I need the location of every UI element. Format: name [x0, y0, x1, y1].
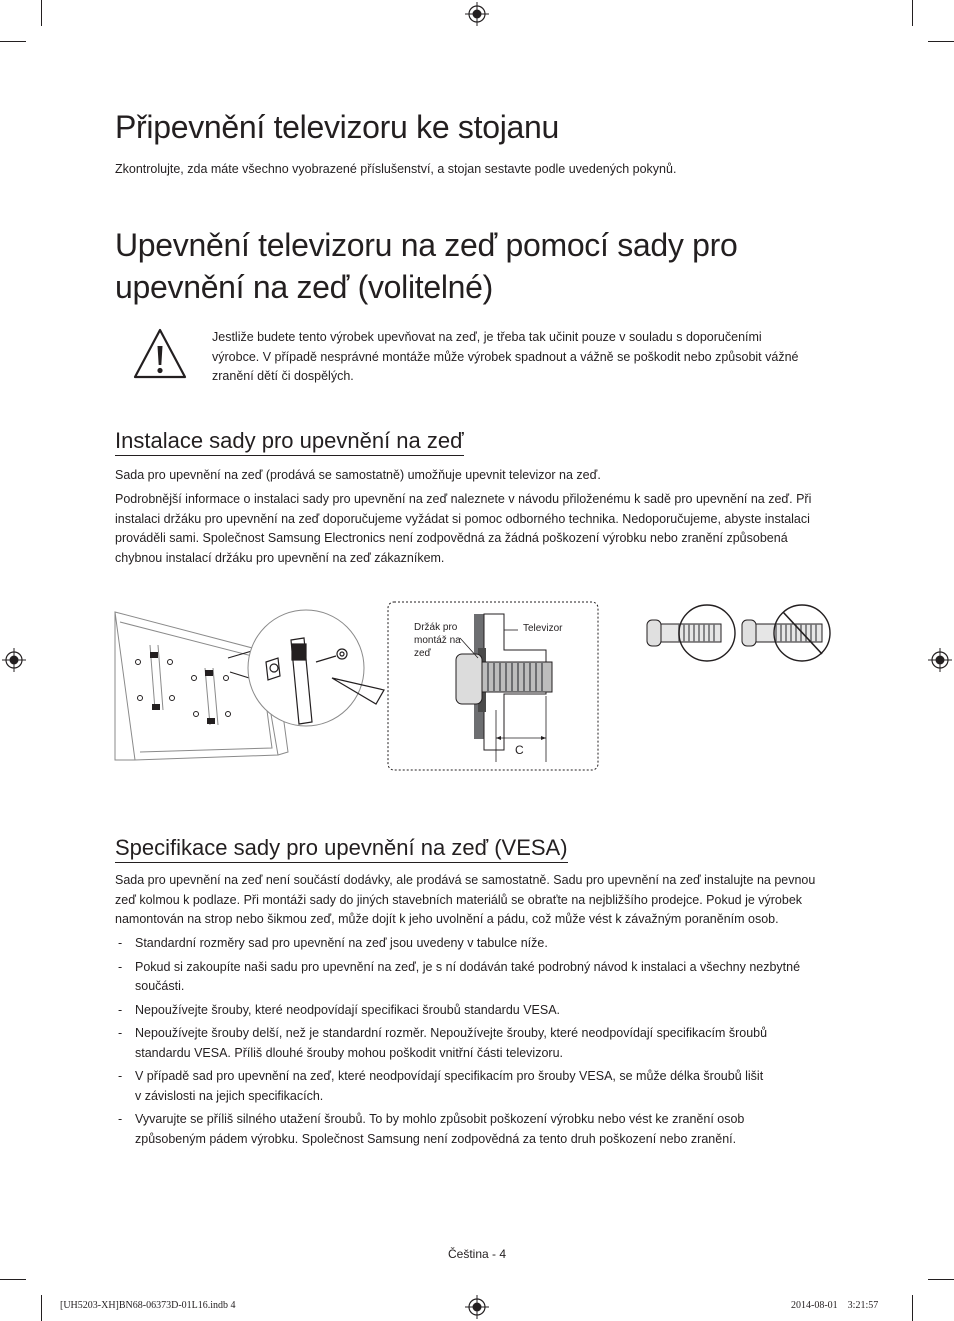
bracket-label-line: Držák pro — [414, 622, 458, 633]
print-slug-left: [UH5203-XH]BN68-06373D-01L16.indb 4 — [60, 1300, 236, 1311]
vesa-heading: Specifikace sady pro upevnění na zeď (VESA) — [115, 835, 568, 863]
bracket-zoom-illustration — [246, 600, 391, 750]
warning-text — [212, 328, 852, 387]
vesa-para-line: zeď kolmou k podlaze. Při montáži sady do jiných stavebních materiálů se obraťte na nejbližšího prodejce. Pokud je výrobek — [115, 892, 803, 907]
page-number: Čeština - 4 — [447, 1247, 507, 1261]
registration-mark-icon — [928, 648, 952, 672]
install-heading: Instalace sady pro upevnění na zeď — [115, 428, 464, 456]
install-para2-line: chybnou instalací držáku pro upevnění na zeď zákazníkem. — [115, 550, 445, 565]
page-title: Připevnění televizoru ke stojanu — [115, 109, 559, 145]
list-item: - V případě sad pro upevnění na zeď, které neodpovídají specifikacím pro šrouby VESA, se může délka šroubů lišit v závislosti na jejich specifikacích. — [115, 1067, 855, 1106]
vesa-para-line: namontován na strop nebo šikmou zeď, může dojít k jeho uvolnění a pádu, což může vést k závažným poraněním osob. — [115, 912, 779, 926]
list-item: - Pokud si zakoupíte naši sadu pro upevnění na zeď, je s ní dodáván také podrobný návod k instalaci a všechny nezbytné součásti. — [115, 958, 855, 997]
section-title-line: upevnění na zeď (volitelné) — [115, 269, 494, 306]
bracket-label — [414, 621, 461, 660]
warning-line: Jestliže budete tento výrobek upevňovat na zeď, je třeba tak učinit pouze v souladu s doporučeními — [212, 330, 762, 344]
screw-prohibited-icon — [738, 602, 835, 664]
list-item: - Nepoužívejte šrouby delší, než je standardní rozměr. Nepoužívejte šrouby, které neodpovídají specifikacím šroubů standardu VESA. Příliš dlouhé šrouby mohou poškodit vnitřní části televizoru. — [115, 1024, 855, 1063]
vesa-bullet-list — [115, 934, 855, 1153]
warning-triangle-icon — [132, 326, 188, 382]
bracket-label-line: montáž na — [414, 635, 461, 646]
list-item: - Nepoužívejte šrouby, které neodpovídají specifikaci šroubů standardu VESA. — [115, 1001, 855, 1021]
screw-correct-icon — [643, 602, 738, 664]
section-title — [115, 226, 738, 307]
list-item: - Vyvarujte se příliš silného utažení šroubů. To by mohlo způsobit poškození výrobku nebo vést ke zranění osob způsobeným pádem výrobku. Společnost Samsung není zodpovědná za tento druh poškození nebo zranění. — [115, 1110, 855, 1149]
vesa-heading-wrap — [115, 835, 568, 863]
list-item: - Standardní rozměry sad pro upevnění na zeď jsou uvedeny v tabulce níže. — [115, 934, 855, 954]
registration-mark-icon — [2, 648, 26, 672]
registration-mark-icon — [465, 1295, 489, 1319]
vesa-para — [115, 871, 855, 930]
bracket-label-line: zeď — [414, 648, 431, 659]
install-para2 — [115, 490, 845, 568]
install-para2-line: prováděli sami. Společnost Samsung Electronics není zodpovědná za žádná poškození výrobku nebo zranění způsobená — [115, 531, 788, 545]
warning-line: výrobce. V případě nesprávné montáže může výrobek spadnout a vážně se poškodit nebo způsobit vážné — [212, 349, 799, 364]
warning-line: zranění dětí či dospělých. — [212, 369, 354, 383]
intro-text: Zkontrolujte, zda máte všechno vyobrazené příslušenství, a stojan sestavte podle uvedených pokynů. — [115, 162, 677, 176]
install-para2-line: instalaci držáku pro upevnění na zeď doporučujeme vyžádat si pomoc odborného technika. Nedoporučujeme, abyste instalaci — [115, 511, 810, 526]
install-para1: Sada pro upevnění na zeď (prodává se samostatně) umožňuje upevnit televizor na zeď. — [115, 468, 601, 482]
tv-label: Televizor — [523, 623, 563, 634]
section-title-line: Upevnění televizoru na zeď pomocí sady pro — [115, 227, 738, 263]
dimension-label: C — [515, 743, 524, 757]
vesa-para-line: Sada pro upevnění na zeď není součástí dodávky, ale prodává se samostatně. Sadu pro upevnění na zeď instalujte na pevnou — [115, 873, 816, 887]
registration-mark-icon — [465, 2, 489, 26]
install-heading-wrap — [115, 428, 464, 456]
install-para2-line: Podrobnější informace o instalaci sady pro upevnění na zeď naleznete v návodu přiloženému k sadě pro upevnění na zeď. Při — [115, 492, 812, 506]
print-slug-right: 2014-08-01 3:21:57 — [791, 1300, 879, 1311]
